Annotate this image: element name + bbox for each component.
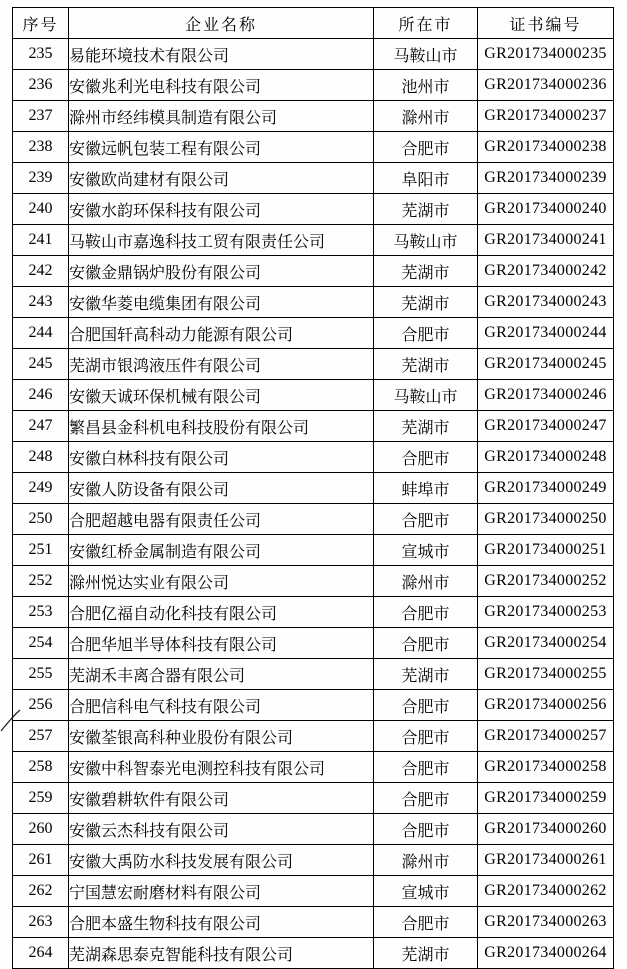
- cell-city: 芜湖市: [374, 256, 478, 287]
- cell-company-name: 合肥信科电气科技有限公司: [69, 690, 374, 721]
- column-header-city: 所在市: [374, 8, 478, 39]
- cell-city: 合肥市: [374, 721, 478, 752]
- table-row: [13, 907, 614, 938]
- cell-seq: 248: [13, 442, 69, 473]
- cell-seq: 258: [13, 752, 69, 783]
- table-row: [13, 845, 614, 876]
- cell-company-name: 安徽兆利光电科技有限公司: [69, 70, 374, 101]
- table-row: [13, 597, 614, 628]
- cell-certificate-number: GR201734000251: [478, 535, 614, 566]
- cell-city: 合肥市: [374, 318, 478, 349]
- cell-company-name: 合肥超越电器有限责任公司: [69, 504, 374, 535]
- column-header-name: 企业名称: [69, 8, 374, 39]
- cell-seq: 237: [13, 101, 69, 132]
- cell-seq: 235: [13, 39, 69, 70]
- cell-city: 芜湖市: [374, 411, 478, 442]
- cell-seq: 254: [13, 628, 69, 659]
- cell-certificate-number: GR201734000239: [478, 163, 614, 194]
- cell-seq: 255: [13, 659, 69, 690]
- cell-certificate-number: GR201734000246: [478, 380, 614, 411]
- table-row: [13, 163, 614, 194]
- cell-certificate-number: GR201734000240: [478, 194, 614, 225]
- cell-certificate-number: GR201734000237: [478, 101, 614, 132]
- cell-seq: 256: [13, 690, 69, 721]
- cell-city: 合肥市: [374, 504, 478, 535]
- cell-seq: 262: [13, 876, 69, 907]
- cell-company-name: 安徽白林科技有限公司: [69, 442, 374, 473]
- cell-company-name: 安徽碧耕软件有限公司: [69, 783, 374, 814]
- cell-certificate-number: GR201734000252: [478, 566, 614, 597]
- cell-certificate-number: GR201734000263: [478, 907, 614, 938]
- table-row: [13, 876, 614, 907]
- table-body: [13, 39, 614, 969]
- cell-company-name: 合肥亿福自动化科技有限公司: [69, 597, 374, 628]
- cell-seq: 261: [13, 845, 69, 876]
- cell-company-name: 芜湖禾丰离合器有限公司: [69, 659, 374, 690]
- cell-city: 马鞍山市: [374, 39, 478, 70]
- cell-certificate-number: GR201734000257: [478, 721, 614, 752]
- cell-certificate-number: GR201734000262: [478, 876, 614, 907]
- cell-seq: 252: [13, 566, 69, 597]
- cell-city: 合肥市: [374, 442, 478, 473]
- cell-company-name: 滁州市经纬模具制造有限公司: [69, 101, 374, 132]
- cell-company-name: 安徽中科智泰光电测控科技有限公司: [69, 752, 374, 783]
- cell-certificate-number: GR201734000238: [478, 132, 614, 163]
- cell-company-name: 安徽欧尚建材有限公司: [69, 163, 374, 194]
- cell-city: 宣城市: [374, 535, 478, 566]
- cell-company-name: 安徽金鼎锅炉股份有限公司: [69, 256, 374, 287]
- table-row: [13, 349, 614, 380]
- table-row: [13, 938, 614, 969]
- cell-city: 合肥市: [374, 783, 478, 814]
- cell-seq: 242: [13, 256, 69, 287]
- cell-company-name: 安徽红桥金属制造有限公司: [69, 535, 374, 566]
- cell-city: 蚌埠市: [374, 473, 478, 504]
- cell-certificate-number: GR201734000259: [478, 783, 614, 814]
- table-row: [13, 721, 614, 752]
- cell-company-name: 滁州悦达实业有限公司: [69, 566, 374, 597]
- cell-seq: 241: [13, 225, 69, 256]
- certificate-table: [12, 7, 614, 969]
- table-row: [13, 194, 614, 225]
- table-row: [13, 318, 614, 349]
- cell-certificate-number: GR201734000236: [478, 70, 614, 101]
- cell-certificate-number: GR201734000243: [478, 287, 614, 318]
- cell-company-name: 安徽远帆包装工程有限公司: [69, 132, 374, 163]
- cell-company-name: 安徽大禹防水科技发展有限公司: [69, 845, 374, 876]
- cell-seq: 243: [13, 287, 69, 318]
- cell-city: 芜湖市: [374, 349, 478, 380]
- cell-certificate-number: GR201734000241: [478, 225, 614, 256]
- table-row: [13, 132, 614, 163]
- cell-city: 合肥市: [374, 628, 478, 659]
- cell-company-name: 合肥国轩高科动力能源有限公司: [69, 318, 374, 349]
- cell-company-name: 安徽云杰科技有限公司: [69, 814, 374, 845]
- cell-seq: 247: [13, 411, 69, 442]
- cell-city: 宣城市: [374, 876, 478, 907]
- column-header-cert: 证书编号: [478, 8, 614, 39]
- table-row: [13, 628, 614, 659]
- table-row: [13, 783, 614, 814]
- cell-city: 阜阳市: [374, 163, 478, 194]
- cell-company-name: 合肥本盛生物科技有限公司: [69, 907, 374, 938]
- table-row: [13, 566, 614, 597]
- cell-company-name: 马鞍山市嘉逸科技工贸有限责任公司: [69, 225, 374, 256]
- table-row: [13, 535, 614, 566]
- cell-seq: 251: [13, 535, 69, 566]
- cell-city: 芜湖市: [374, 938, 478, 969]
- cell-certificate-number: GR201734000235: [478, 39, 614, 70]
- table-row: [13, 442, 614, 473]
- cell-certificate-number: GR201734000254: [478, 628, 614, 659]
- cell-seq: 246: [13, 380, 69, 411]
- cell-city: 滁州市: [374, 101, 478, 132]
- cell-city: 合肥市: [374, 752, 478, 783]
- cell-company-name: 安徽天诚环保机械有限公司: [69, 380, 374, 411]
- cell-city: 滁州市: [374, 845, 478, 876]
- table-header-row: [13, 8, 614, 39]
- table-row: [13, 411, 614, 442]
- table-row: [13, 256, 614, 287]
- cell-certificate-number: GR201734000258: [478, 752, 614, 783]
- cell-company-name: 安徽水韵环保科技有限公司: [69, 194, 374, 225]
- cell-certificate-number: GR201734000260: [478, 814, 614, 845]
- table-row: [13, 504, 614, 535]
- cell-company-name: 合肥华旭半导体科技有限公司: [69, 628, 374, 659]
- cell-company-name: 安徽人防设备有限公司: [69, 473, 374, 504]
- cell-seq: 238: [13, 132, 69, 163]
- cell-company-name: 芜湖市银鸿液压件有限公司: [69, 349, 374, 380]
- cell-city: 芜湖市: [374, 194, 478, 225]
- cell-seq: 236: [13, 70, 69, 101]
- cell-city: 马鞍山市: [374, 225, 478, 256]
- document-page: [0, 7, 627, 967]
- cell-seq: 244: [13, 318, 69, 349]
- table-row: [13, 70, 614, 101]
- table-row: [13, 473, 614, 504]
- cell-company-name: 易能环境技术有限公司: [69, 39, 374, 70]
- cell-city: 合肥市: [374, 132, 478, 163]
- cell-certificate-number: GR201734000242: [478, 256, 614, 287]
- table-row: [13, 380, 614, 411]
- cell-certificate-number: GR201734000245: [478, 349, 614, 380]
- cell-seq: 260: [13, 814, 69, 845]
- cell-company-name: 安徽华菱电缆集团有限公司: [69, 287, 374, 318]
- cell-city: 合肥市: [374, 597, 478, 628]
- cell-seq: 245: [13, 349, 69, 380]
- cell-certificate-number: GR201734000264: [478, 938, 614, 969]
- cell-seq: 259: [13, 783, 69, 814]
- cell-city: 马鞍山市: [374, 380, 478, 411]
- cell-seq: 249: [13, 473, 69, 504]
- table-row: [13, 690, 614, 721]
- cell-seq: 253: [13, 597, 69, 628]
- table-row: [13, 287, 614, 318]
- cell-city: 滁州市: [374, 566, 478, 597]
- cell-certificate-number: GR201734000253: [478, 597, 614, 628]
- table-row: [13, 101, 614, 132]
- cell-seq: 240: [13, 194, 69, 225]
- table-row: [13, 225, 614, 256]
- cell-certificate-number: GR201734000248: [478, 442, 614, 473]
- cell-city: 合肥市: [374, 690, 478, 721]
- cell-certificate-number: GR201734000247: [478, 411, 614, 442]
- cell-certificate-number: GR201734000255: [478, 659, 614, 690]
- cell-city: 芜湖市: [374, 287, 478, 318]
- cell-company-name: 宁国慧宏耐磨材料有限公司: [69, 876, 374, 907]
- cell-seq: 257: [13, 721, 69, 752]
- table-row: [13, 39, 614, 70]
- cell-certificate-number: GR201734000261: [478, 845, 614, 876]
- cell-certificate-number: GR201734000249: [478, 473, 614, 504]
- cell-certificate-number: GR201734000256: [478, 690, 614, 721]
- table-row: [13, 814, 614, 845]
- cell-city: 合肥市: [374, 814, 478, 845]
- cell-seq: 239: [13, 163, 69, 194]
- table-row: [13, 659, 614, 690]
- cell-city: 芜湖市: [374, 659, 478, 690]
- cell-certificate-number: GR201734000244: [478, 318, 614, 349]
- cell-city: 池州市: [374, 70, 478, 101]
- column-header-seq: 序号: [13, 8, 69, 39]
- table-row: [13, 752, 614, 783]
- cell-company-name: 芜湖森思泰克智能科技有限公司: [69, 938, 374, 969]
- cell-seq: 263: [13, 907, 69, 938]
- cell-seq: 250: [13, 504, 69, 535]
- cell-city: 合肥市: [374, 907, 478, 938]
- cell-company-name: 繁昌县金科机电科技股份有限公司: [69, 411, 374, 442]
- cell-company-name: 安徽荃银高科种业股份有限公司: [69, 721, 374, 752]
- cell-seq: 264: [13, 938, 69, 969]
- cell-certificate-number: GR201734000250: [478, 504, 614, 535]
